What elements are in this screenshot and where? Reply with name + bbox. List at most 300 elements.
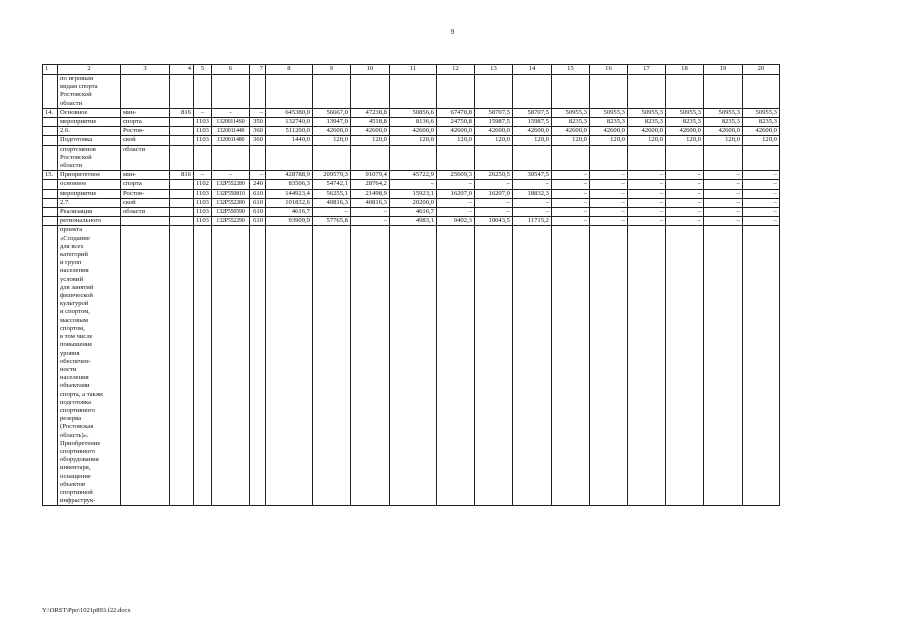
- value-cell: 1103: [194, 189, 212, 198]
- row-number-cell: [43, 432, 58, 440]
- empty-cell: [512, 350, 551, 358]
- empty-cell: [350, 382, 389, 390]
- empty-cell: [170, 226, 194, 235]
- table-row: [43, 276, 780, 284]
- table-row: [43, 284, 780, 292]
- empty-cell: [589, 415, 627, 423]
- value-cell: 50955,3: [703, 108, 742, 117]
- empty-cell: [194, 317, 212, 325]
- empty-cell: [389, 83, 436, 91]
- empty-cell: [211, 464, 249, 472]
- empty-cell: [350, 300, 389, 308]
- value-cell: –: [742, 171, 779, 180]
- empty-cell: [265, 407, 312, 415]
- empty-cell: [703, 366, 742, 374]
- value-cell: 350: [249, 118, 265, 127]
- empty-cell: [589, 333, 627, 341]
- description-line: «Создание: [58, 235, 121, 243]
- empty-cell: [474, 432, 512, 440]
- empty-cell: [389, 308, 436, 316]
- empty-cell: [589, 481, 627, 489]
- empty-cell: [249, 145, 265, 154]
- value-cell: –: [665, 217, 703, 226]
- column-header: 15: [551, 65, 589, 75]
- empty-cell: [665, 399, 703, 407]
- empty-cell: [627, 100, 665, 109]
- empty-cell: [265, 226, 312, 235]
- empty-cell: [436, 308, 474, 316]
- file-path-footer: Y:\ORST\Ppo\1021p893.f22.docx: [42, 607, 131, 614]
- empty-cell: [665, 366, 703, 374]
- empty-cell: [627, 440, 665, 448]
- empty-cell: [589, 448, 627, 456]
- value-cell: –: [742, 180, 779, 189]
- table-row: [43, 317, 780, 325]
- value-cell: 42600,0: [512, 127, 551, 136]
- empty-cell: [589, 276, 627, 284]
- executor-line: [121, 358, 170, 366]
- row-number-cell: [43, 189, 58, 198]
- row-number-cell: [43, 118, 58, 127]
- empty-cell: [551, 91, 589, 99]
- empty-cell: [665, 100, 703, 109]
- empty-cell: [211, 423, 249, 431]
- description-line: спорта, а также: [58, 391, 121, 399]
- empty-cell: [589, 235, 627, 243]
- empty-cell: [512, 226, 551, 235]
- empty-cell: [551, 235, 589, 243]
- value-cell: 8136,6: [389, 118, 436, 127]
- empty-cell: [551, 473, 589, 481]
- empty-cell: [170, 415, 194, 423]
- value-cell: 428788,9: [265, 171, 312, 180]
- empty-cell: [703, 497, 742, 506]
- empty-cell: [265, 83, 312, 91]
- executor-line: [121, 440, 170, 448]
- empty-cell: [211, 154, 249, 162]
- empty-cell: [350, 423, 389, 431]
- empty-cell: [589, 154, 627, 162]
- empty-cell: [474, 276, 512, 284]
- empty-cell: [665, 415, 703, 423]
- value-cell: 8235,3: [742, 118, 779, 127]
- empty-cell: [350, 341, 389, 349]
- empty-cell: [350, 366, 389, 374]
- empty-cell: [474, 145, 512, 154]
- empty-cell: [249, 259, 265, 267]
- empty-cell: [194, 292, 212, 300]
- empty-cell: [389, 415, 436, 423]
- empty-cell: [249, 415, 265, 423]
- empty-cell: [170, 154, 194, 162]
- value-cell: 42600,0: [312, 127, 350, 136]
- empty-cell: [211, 432, 249, 440]
- empty-cell: [627, 473, 665, 481]
- value-cell: 45722,9: [389, 171, 436, 180]
- empty-cell: [512, 333, 551, 341]
- empty-cell: [436, 276, 474, 284]
- empty-cell: [194, 75, 212, 84]
- row-number-cell: [43, 374, 58, 382]
- empty-cell: [474, 407, 512, 415]
- value-cell: 50955,3: [551, 108, 589, 117]
- empty-cell: [665, 341, 703, 349]
- empty-cell: [436, 284, 474, 292]
- empty-cell: [249, 399, 265, 407]
- row-number-cell: [43, 341, 58, 349]
- empty-cell: [589, 226, 627, 235]
- empty-cell: [350, 497, 389, 506]
- empty-cell: [436, 333, 474, 341]
- column-header: 5: [194, 65, 212, 75]
- empty-cell: [170, 432, 194, 440]
- empty-cell: [389, 481, 436, 489]
- table-row: [43, 481, 780, 489]
- empty-cell: [389, 423, 436, 431]
- column-header: 18: [665, 65, 703, 75]
- row-number-cell: [43, 317, 58, 325]
- empty-cell: [512, 162, 551, 171]
- value-cell: –: [742, 217, 779, 226]
- empty-cell: [389, 243, 436, 251]
- row-number-cell: [43, 127, 58, 136]
- executor-line: [121, 489, 170, 497]
- empty-cell: [665, 358, 703, 366]
- empty-cell: [265, 243, 312, 251]
- empty-cell: [742, 333, 779, 341]
- empty-cell: [265, 162, 312, 171]
- executor-line: [121, 154, 170, 162]
- value-cell: 15987,5: [512, 118, 551, 127]
- empty-cell: [436, 497, 474, 506]
- description-line: области: [58, 162, 121, 171]
- value-cell: –: [194, 171, 212, 180]
- value-cell: 120,0: [665, 136, 703, 145]
- empty-cell: [350, 464, 389, 472]
- value-cell: –: [589, 198, 627, 207]
- empty-cell: [512, 243, 551, 251]
- empty-cell: [265, 251, 312, 259]
- value-cell: –: [665, 208, 703, 217]
- value-cell: 4518,8: [350, 118, 389, 127]
- empty-cell: [312, 267, 350, 275]
- empty-cell: [742, 145, 779, 154]
- empty-cell: [551, 300, 589, 308]
- empty-cell: [350, 83, 389, 91]
- empty-cell: [211, 292, 249, 300]
- row-number-cell: [43, 489, 58, 497]
- empty-cell: [170, 448, 194, 456]
- value-cell: –: [589, 189, 627, 198]
- empty-cell: [350, 267, 389, 275]
- empty-cell: [249, 489, 265, 497]
- value-cell: –: [589, 180, 627, 189]
- description-line: Приобретение: [58, 440, 121, 448]
- empty-cell: [211, 366, 249, 374]
- empty-cell: [350, 456, 389, 464]
- empty-cell: [249, 464, 265, 472]
- empty-cell: [249, 497, 265, 506]
- empty-cell: [665, 75, 703, 84]
- empty-cell: [194, 366, 212, 374]
- empty-cell: [350, 415, 389, 423]
- row-number-cell: [43, 464, 58, 472]
- empty-cell: [627, 267, 665, 275]
- empty-cell: [703, 358, 742, 366]
- empty-cell: [665, 243, 703, 251]
- table-row: [43, 217, 780, 226]
- empty-cell: [703, 154, 742, 162]
- value-cell: 132P550590: [211, 208, 249, 217]
- empty-cell: [627, 366, 665, 374]
- empty-cell: [265, 259, 312, 267]
- empty-cell: [170, 358, 194, 366]
- empty-cell: [170, 407, 194, 415]
- empty-cell: [350, 259, 389, 267]
- empty-cell: [249, 374, 265, 382]
- value-cell: 610: [249, 217, 265, 226]
- empty-cell: [665, 481, 703, 489]
- executor-line: [121, 366, 170, 374]
- row-number-cell: [43, 243, 58, 251]
- empty-cell: [474, 456, 512, 464]
- empty-cell: [350, 226, 389, 235]
- empty-cell: [703, 473, 742, 481]
- empty-cell: [265, 440, 312, 448]
- executor-line: [121, 374, 170, 382]
- empty-cell: [249, 276, 265, 284]
- empty-cell: [436, 350, 474, 358]
- empty-cell: [551, 276, 589, 284]
- empty-cell: [211, 391, 249, 399]
- empty-cell: [627, 423, 665, 431]
- empty-cell: [551, 350, 589, 358]
- description-line: спортом,: [58, 325, 121, 333]
- description-line: населения: [58, 267, 121, 275]
- empty-cell: [249, 267, 265, 275]
- empty-cell: [665, 251, 703, 259]
- empty-cell: [350, 489, 389, 497]
- empty-cell: [742, 464, 779, 472]
- empty-cell: [665, 350, 703, 358]
- empty-cell: [512, 91, 551, 99]
- empty-cell: [170, 374, 194, 382]
- empty-cell: [249, 481, 265, 489]
- empty-cell: [665, 259, 703, 267]
- table-row: [43, 415, 780, 423]
- column-header: 7: [249, 65, 265, 75]
- empty-cell: [703, 226, 742, 235]
- value-cell: 816: [170, 108, 194, 117]
- empty-cell: [389, 325, 436, 333]
- empty-cell: [512, 432, 551, 440]
- empty-cell: [703, 267, 742, 275]
- empty-cell: [170, 456, 194, 464]
- empty-cell: [389, 366, 436, 374]
- value-cell: 42600,0: [627, 127, 665, 136]
- executor-line: [121, 217, 170, 226]
- empty-cell: [249, 251, 265, 259]
- empty-cell: [211, 333, 249, 341]
- empty-cell: [436, 489, 474, 497]
- empty-cell: [665, 292, 703, 300]
- empty-cell: [211, 350, 249, 358]
- empty-cell: [742, 83, 779, 91]
- empty-cell: [589, 284, 627, 292]
- empty-cell: [551, 75, 589, 84]
- empty-cell: [194, 300, 212, 308]
- empty-cell: [350, 399, 389, 407]
- empty-cell: [389, 391, 436, 399]
- empty-cell: [389, 456, 436, 464]
- empty-cell: [703, 350, 742, 358]
- empty-cell: [194, 154, 212, 162]
- column-header: 17: [627, 65, 665, 75]
- empty-cell: [703, 243, 742, 251]
- empty-cell: [512, 481, 551, 489]
- empty-cell: [512, 284, 551, 292]
- empty-cell: [665, 391, 703, 399]
- empty-cell: [389, 399, 436, 407]
- empty-cell: [265, 464, 312, 472]
- empty-cell: [170, 497, 194, 506]
- empty-cell: [350, 374, 389, 382]
- table-row: [43, 473, 780, 481]
- empty-cell: [265, 100, 312, 109]
- description-line: спортивного: [58, 407, 121, 415]
- empty-cell: [665, 464, 703, 472]
- value-cell: 10043,5: [474, 217, 512, 226]
- empty-cell: [665, 473, 703, 481]
- description-line: обеспечен-: [58, 358, 121, 366]
- description-line: оборудования: [58, 456, 121, 464]
- empty-cell: [742, 267, 779, 275]
- empty-cell: [512, 456, 551, 464]
- value-cell: 91079,4: [350, 171, 389, 180]
- executor-line: мин-: [121, 108, 170, 117]
- empty-cell: [474, 251, 512, 259]
- empty-cell: [627, 317, 665, 325]
- empty-cell: [474, 284, 512, 292]
- description-line: уровня: [58, 350, 121, 358]
- empty-cell: [350, 325, 389, 333]
- empty-cell: [512, 366, 551, 374]
- value-cell: –: [551, 189, 589, 198]
- empty-cell: [512, 382, 551, 390]
- value-cell: 58707,5: [512, 108, 551, 117]
- empty-cell: [551, 267, 589, 275]
- table-row: [43, 136, 780, 145]
- empty-cell: [436, 481, 474, 489]
- empty-cell: [389, 284, 436, 292]
- empty-cell: [512, 399, 551, 407]
- empty-cell: [350, 317, 389, 325]
- description-line: (Ростовская: [58, 423, 121, 431]
- value-cell: –: [551, 208, 589, 217]
- empty-cell: [265, 374, 312, 382]
- value-cell: 511200,0: [265, 127, 312, 136]
- empty-cell: [170, 284, 194, 292]
- empty-cell: [512, 423, 551, 431]
- value-cell: 50955,3: [665, 108, 703, 117]
- empty-cell: [350, 162, 389, 171]
- value-cell: 13200114S0: [211, 118, 249, 127]
- value-cell: 4983,1: [389, 217, 436, 226]
- empty-cell: [665, 91, 703, 99]
- empty-cell: [194, 399, 212, 407]
- empty-cell: [474, 481, 512, 489]
- executor-line: [121, 415, 170, 423]
- empty-cell: [194, 226, 212, 235]
- empty-cell: [703, 382, 742, 390]
- empty-cell: [194, 100, 212, 109]
- description-line: для всех: [58, 243, 121, 251]
- empty-cell: [170, 333, 194, 341]
- empty-cell: [194, 448, 212, 456]
- empty-cell: [589, 391, 627, 399]
- value-cell: 8235,3: [551, 118, 589, 127]
- empty-cell: [389, 251, 436, 259]
- value-cell: [170, 136, 194, 145]
- empty-cell: [436, 300, 474, 308]
- empty-cell: [551, 366, 589, 374]
- empty-cell: [170, 473, 194, 481]
- empty-cell: [312, 325, 350, 333]
- empty-cell: [742, 226, 779, 235]
- table-row: [43, 108, 780, 117]
- empty-cell: [627, 374, 665, 382]
- empty-cell: [512, 235, 551, 243]
- executor-line: [121, 300, 170, 308]
- executor-line: [121, 235, 170, 243]
- value-cell: 56667,0: [312, 108, 350, 117]
- row-number-cell: [43, 75, 58, 84]
- value-cell: 120,0: [350, 136, 389, 145]
- empty-cell: [627, 333, 665, 341]
- description-line: Ростовской: [58, 91, 121, 99]
- column-header: 6: [211, 65, 249, 75]
- table-row: [43, 440, 780, 448]
- value-cell: 15923,1: [389, 189, 436, 198]
- row-number-cell: [43, 136, 58, 145]
- value-cell: –: [627, 217, 665, 226]
- empty-cell: [703, 75, 742, 84]
- empty-cell: [742, 358, 779, 366]
- empty-cell: [551, 407, 589, 415]
- value-cell: 40816,3: [350, 198, 389, 207]
- empty-cell: [265, 456, 312, 464]
- empty-cell: [551, 358, 589, 366]
- empty-cell: [627, 489, 665, 497]
- empty-cell: [194, 456, 212, 464]
- description-line: физической: [58, 292, 121, 300]
- empty-cell: [627, 145, 665, 154]
- row-number-cell: [43, 154, 58, 162]
- empty-cell: [249, 432, 265, 440]
- empty-cell: [211, 75, 249, 84]
- value-cell: [170, 198, 194, 207]
- empty-cell: [194, 83, 212, 91]
- empty-cell: [265, 399, 312, 407]
- empty-cell: [436, 399, 474, 407]
- empty-cell: [627, 162, 665, 171]
- empty-cell: [194, 423, 212, 431]
- executor-line: спорта: [121, 180, 170, 189]
- empty-cell: [665, 333, 703, 341]
- empty-cell: [551, 226, 589, 235]
- table-row: [43, 497, 780, 506]
- empty-cell: [474, 366, 512, 374]
